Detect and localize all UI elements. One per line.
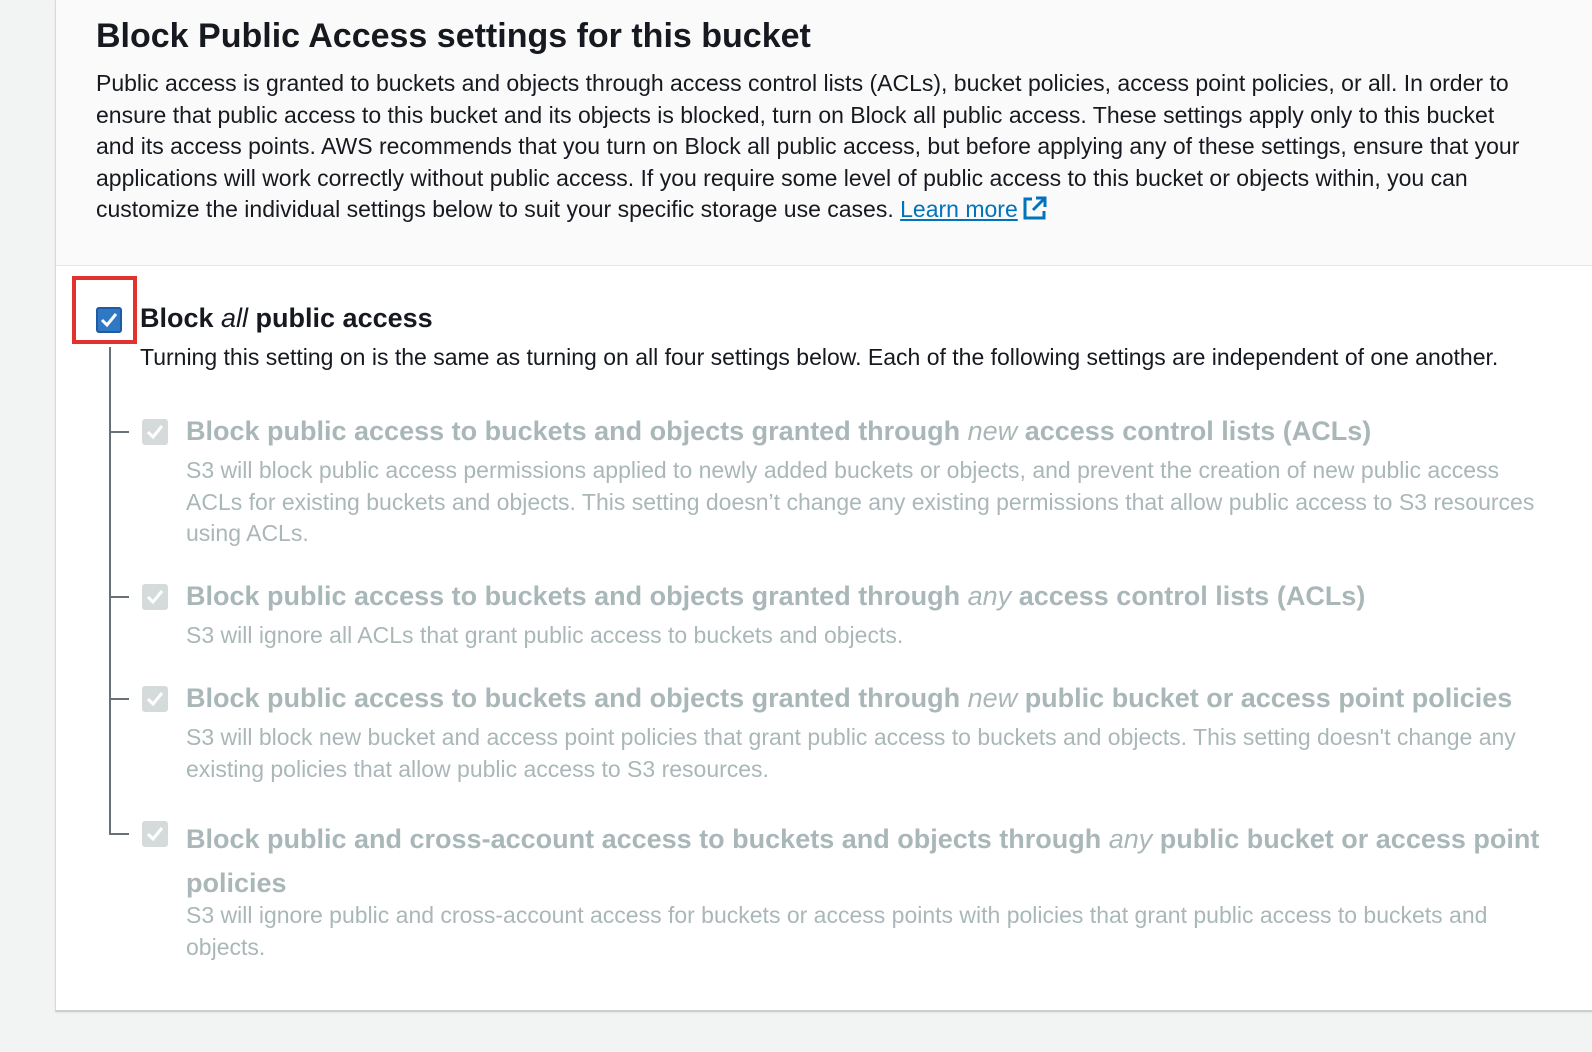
checkmark-icon [145,689,165,709]
checkmark-icon [99,310,119,330]
block-new-acls-label[interactable] [186,416,1371,447]
description-line: and its access points. AWS recommends that you turn on Block all public access, but before applying any of these settings, ensure that your [96,133,1520,159]
description-line-last [96,194,1592,226]
block-any-acls-description [186,620,903,652]
label-emphasis[interactable]: new [967,416,1018,446]
label-text[interactable]: Block public access to buckets and objects granted through [186,581,968,611]
description-line: S3 will ignore public and cross-account access for buckets or access points with policies that grant public access to buckets and [186,902,1488,928]
description-line: using ACLs. [186,520,309,546]
block-new-policies-description [186,722,1516,785]
checkmark-icon [145,824,165,844]
block-new-acls-description [186,455,1534,550]
block-any-policies-description [186,900,1487,963]
description-line: ensure that public access to this bucket and its objects is blocked, turn on Block all public access. These settings apply only to this bucket [96,101,1495,128]
description-line: Public access is granted to buckets and objects through access control lists (ACLs), bucket policies, access point policies, or all. In order to [96,70,1509,96]
description-line: existing policies that allow public access to S3 resources. [186,755,769,782]
external-link-icon[interactable] [1021,195,1048,222]
label-text[interactable]: access control lists (ACLs) [1017,416,1372,446]
block-new-policies-checkbox[interactable] [142,686,168,712]
label-text[interactable]: Block public access to buckets and objects granted through [186,416,968,446]
section-description [96,68,1592,226]
description-line: objects. [186,933,266,960]
block-all-public-access-description: Turning this setting on is the same as turning on all four settings below. Each of the following settings are independent of one another. [140,344,1499,370]
label-text[interactable]: Block public access to buckets and objects granted through [186,683,968,713]
label-text[interactable]: public access [248,303,433,333]
label-text[interactable]: public bucket or access point policies [1017,683,1513,713]
label-text[interactable]: Block [140,303,222,333]
label-text[interactable]: public bucket or access point [1152,824,1540,854]
block-all-public-access-label[interactable] [140,303,433,334]
panel-header [56,0,1592,266]
learn-more-link[interactable] [900,196,1048,222]
label-emphasis[interactable]: new [967,683,1018,713]
block-all-public-access-checkbox[interactable] [96,307,122,333]
description-line: S3 will ignore all ACLs that grant public access to buckets and objects. [186,622,904,648]
block-any-acls-checkbox[interactable] [142,584,168,610]
tree-branch [109,833,129,835]
label-emphasis[interactable]: any [967,581,1012,611]
block-any-acls-label[interactable] [186,581,1365,612]
tree-branch [109,698,129,700]
label-text[interactable]: policies [186,868,287,898]
checkmark-icon [145,587,165,607]
section-title: Block Public Access settings for this bucket [96,17,811,55]
description-line: ACLs for existing buckets and objects. This setting doesn’t change any existing permissions that allow public access to S3 resources [186,488,1535,515]
label-text[interactable]: access control lists (ACLs) [1011,581,1366,611]
description-line: S3 will block public access permissions applied to newly added buckets or objects, and prevent the creation of new public access [186,457,1499,483]
learn-more-label[interactable]: Learn more [900,196,1018,222]
block-public-access-panel [55,0,1592,1012]
description-line-text: customize the individual settings below to suit your specific storage use cases. [96,196,901,222]
label-emphasis[interactable]: any [1108,824,1153,854]
checkmark-icon [145,422,165,442]
description-line: applications will work correctly without public access. If you require some level of public access to this bucket or objects within, you can [96,164,1468,191]
tree-branch [109,431,129,433]
label-text[interactable]: Block public and cross-account access to buckets and objects through [186,824,1109,854]
label-emphasis[interactable]: all [221,303,249,333]
tree-connector [109,347,111,835]
block-any-policies-checkbox[interactable] [142,821,168,847]
description-line: S3 will block new bucket and access point policies that grant public access to buckets and objects. This setting doesn't change any [186,724,1516,750]
block-any-policies-label[interactable] [186,817,1539,905]
tree-branch [109,596,129,598]
block-new-policies-label[interactable] [186,683,1512,714]
block-new-acls-checkbox[interactable] [142,419,168,445]
